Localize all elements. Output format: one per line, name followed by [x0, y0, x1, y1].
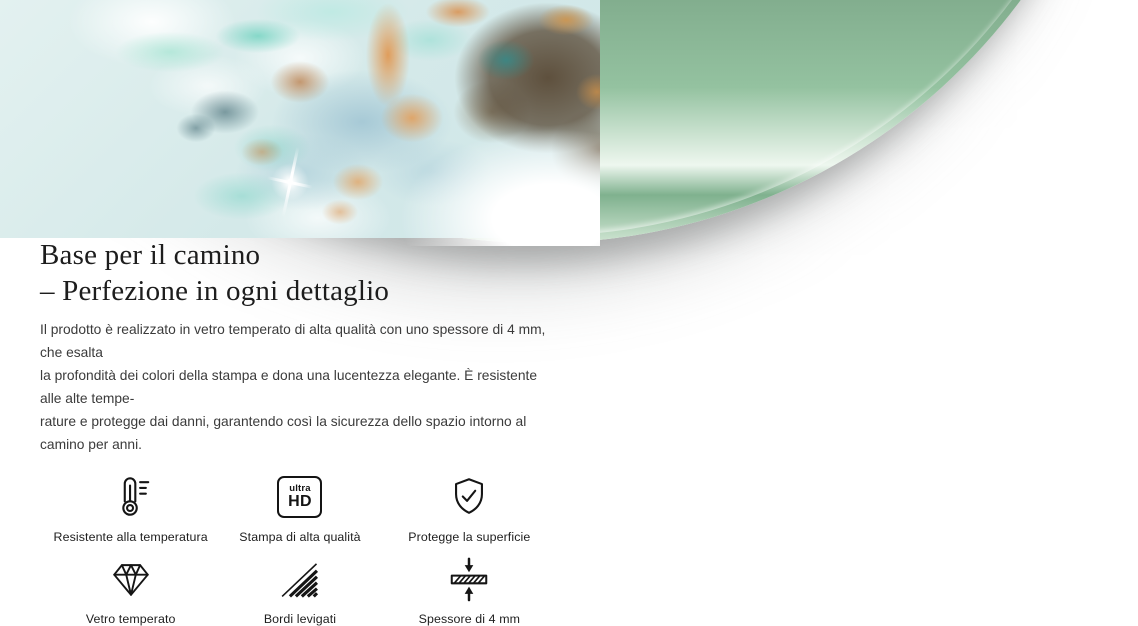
product-title-line1: Base per il camino	[40, 239, 261, 271]
product-description-section	[0, 238, 600, 626]
product-title-line2: – Perfezione in ogni dettaglio	[40, 274, 390, 307]
ultra-hd-badge-top: ultra	[289, 483, 311, 494]
feature-grid	[40, 474, 560, 626]
feature-polished-edges	[215, 556, 384, 626]
feature-surface-protection	[385, 474, 554, 544]
polished-edges-icon	[278, 556, 322, 602]
feature-label: Spessore di 4 mm	[418, 612, 521, 626]
ultra-hd-badge-bottom: HD	[288, 493, 312, 510]
feature-label: Protegge la superficie	[408, 530, 531, 544]
compressed-thickness-icon	[446, 556, 492, 602]
product-title	[40, 238, 560, 309]
feature-label: Stampa di alta qualità	[239, 530, 361, 544]
feature-label: Resistente alla temperatura	[53, 530, 208, 544]
description-line: Il prodotto è realizzato in vetro temperato di alta qualità con uno spessore di 4 mm, che esalta	[40, 322, 546, 360]
description-line: rature e protegge dai danni, garantendo così la sicurezza dello spazio intorno al camino per anni.	[40, 414, 527, 452]
thermometer-icon	[108, 474, 154, 520]
feature-label: Vetro temperato	[85, 612, 176, 626]
ultra-hd-badge	[277, 476, 322, 518]
feature-tempered-glass	[46, 556, 215, 626]
shield-check-icon	[446, 474, 492, 520]
feature-label: Bordi levigati	[263, 612, 337, 626]
diamond-icon	[108, 556, 154, 602]
product-description	[40, 318, 560, 456]
feature-temperature-resistant	[46, 474, 215, 544]
ultra-hd-icon	[277, 474, 322, 520]
feature-print-quality	[215, 474, 384, 544]
feature-thickness	[385, 556, 554, 626]
product-photo	[0, 0, 600, 238]
description-line: la profondità dei colori della stampa e dona una lucentezza elegante. È resistente alle alte tempe-	[40, 368, 538, 406]
photo-fade-overlay	[330, 96, 600, 246]
